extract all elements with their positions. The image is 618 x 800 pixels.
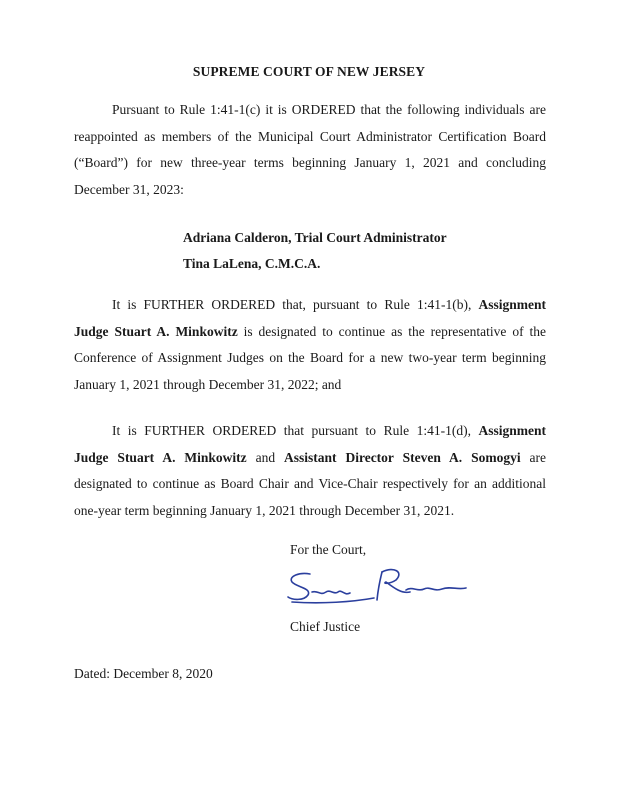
further-order-paragraph-2 bbox=[74, 418, 546, 524]
bold-name: Assignment Judge Stuart A. Minkowitz bbox=[74, 297, 546, 339]
signer-title: Chief Justice bbox=[290, 619, 361, 634]
appointee-list bbox=[183, 225, 447, 277]
handwritten-signature bbox=[282, 562, 482, 610]
appointee-item: Tina LaLena, C.M.C.A. bbox=[183, 256, 321, 271]
appointee-item: Adriana Calderon, Trial Court Administrator bbox=[183, 230, 447, 245]
paragraph-text: is designated to continue as the representative of the Conference of Assignment Judges on the Board for a new two-year term beginning January 1, 2021 through December 31, 2022; and bbox=[74, 323, 546, 392]
closing-line: For the Court, bbox=[290, 542, 367, 557]
signature-ink bbox=[288, 570, 466, 603]
paragraph-text: and bbox=[246, 449, 285, 465]
document-title: SUPREME COURT OF NEW JERSEY bbox=[192, 64, 426, 79]
dated-line: Dated: December 8, 2020 bbox=[74, 666, 213, 681]
further-order-paragraph-1 bbox=[74, 292, 546, 398]
paragraph-text: It is FURTHER ORDERED that, pursuant to Rule 1:41-1(b), bbox=[112, 297, 479, 312]
ordering-paragraph: Pursuant to Rule 1:41-1(c) it is ORDERED that the following individuals are reappointed as members of the Municipal Court Administrator Certification Board (“Board”) for new three-year terms beginning January 1, 2021 and concluding December 31, 2023: bbox=[74, 102, 546, 197]
bold-name: Assistant Director Steven A. Somogyi bbox=[284, 449, 521, 465]
paragraph-text: It is FURTHER ORDERED that pursuant to Rule 1:41-1(d), bbox=[112, 423, 479, 438]
paragraph-text: are designated to continue as Board Chair and Vice-Chair respectively for an additional one-year term beginning January 1, 2021 through December 31, 2021. bbox=[74, 449, 546, 518]
bold-name: Assignment Judge Stuart A. Minkowitz bbox=[74, 423, 546, 465]
